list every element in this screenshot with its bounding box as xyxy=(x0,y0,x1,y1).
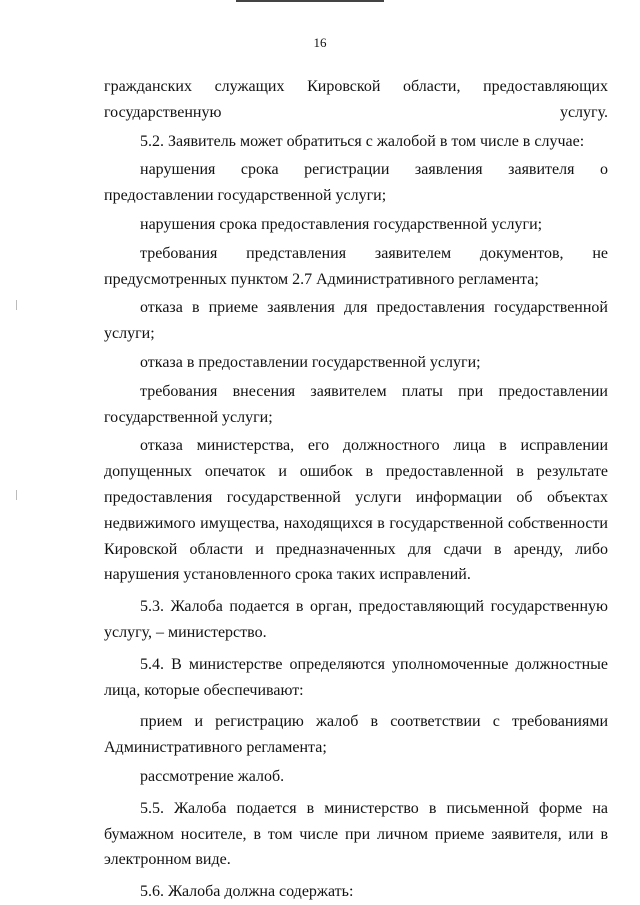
paragraph: требования внесения заявителем платы при предоставлении государственной услуги; xyxy=(104,382,608,426)
paragraph: 5.2. Заявитель может обратиться с жалобой в том числе в случае: xyxy=(140,132,585,150)
paragraph: отказа министерства, его должностного лица в исправлении допущенных опечаток и ошибок в предоставленной в результате предоставления государственной услуги информации об объектах недвижимого имущества, находящихся в государственной собственности Кировской области и предназначенных для сдачи в аренду, либо нарушения установленного срока таких исправлений. xyxy=(104,437,608,584)
paragraph: отказа в предоставлении государственной услуги; xyxy=(140,353,481,371)
paragraph: 5.5. Жалоба подается в министерство в письменной форме на бумажном носителе, в том числе при личном приеме заявителя, или в электронном виде. xyxy=(104,799,608,869)
paragraph: 5.4. В министерстве определяются уполномоченные должностные лица, которые обеспечивают: xyxy=(104,655,608,699)
paragraph: 5.6. Жалоба должна содержать: xyxy=(140,883,354,901)
document-body xyxy=(104,74,608,905)
paragraph: требования представления заявителем документов, не предусмотренных пунктом 2.7 Административного регламента; xyxy=(104,244,608,288)
left-margin-mark xyxy=(16,490,17,500)
top-edge-rule xyxy=(236,0,384,2)
left-margin-mark xyxy=(16,300,17,310)
paragraph: нарушения срока предоставления государственной услуги; xyxy=(140,215,543,233)
page-number: 16 xyxy=(313,35,327,50)
paragraph: прием и регистрацию жалоб в соответствии с требованиями Административного регламента; xyxy=(104,713,608,757)
paragraph: нарушения срока регистрации заявления заявителя о предоставлении государственной услуги; xyxy=(104,161,608,205)
paragraph: рассмотрение жалоб. xyxy=(140,767,285,785)
paragraph: отказа в приеме заявления для предоставления государственной услуги; xyxy=(104,299,608,343)
paragraph: 5.3. Жалоба подается в орган, предоставляющий государственную услугу, – министерство. xyxy=(104,598,608,641)
paragraph: гражданских служащих Кировской области, предоставляющих государственную услугу. xyxy=(104,78,608,121)
